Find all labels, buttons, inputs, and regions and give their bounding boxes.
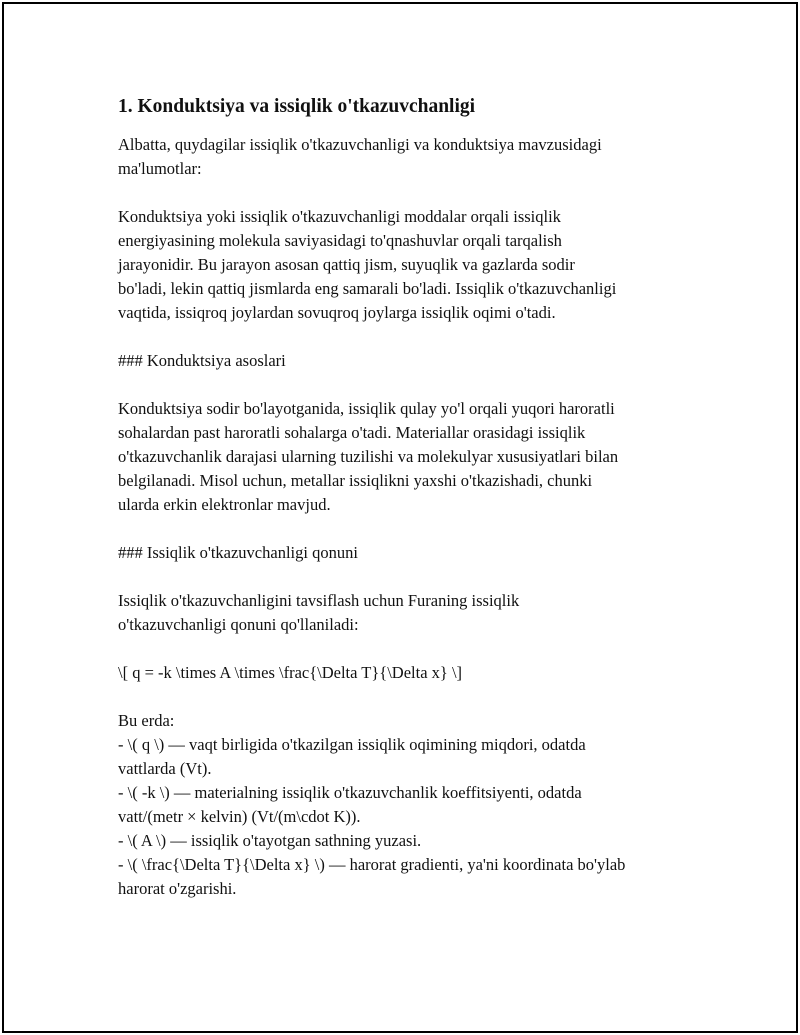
variables-list [118, 709, 698, 901]
text-line: harorat o'zgarishi. [118, 879, 237, 898]
list-item: - \( A \) — issiqlik o'tayotgan sathning yuzasi. [118, 831, 422, 850]
text-line: vatt/(metr × kelvin) (Vt/(m\cdot K)). [118, 807, 361, 826]
text-line: bo'ladi, lekin qattiq jismlarda eng samarali bo'ladi. Issiqlik o'tkazuvchanligi [118, 279, 617, 298]
section-heading-basics: ### Konduktsiya asoslari [118, 351, 286, 370]
text-line: Bu erda: [118, 711, 175, 730]
law-paragraph [118, 589, 698, 637]
text-line: energiyasining molekula saviyasidagi to'qnashuvlar orqali tarqalish [118, 231, 562, 250]
text-line: ma'lumotlar: [118, 159, 202, 178]
text-line: o'tkazuvchanlik darajasi ularning tuzilishi va molekulyar xususiyatlari bilan [118, 447, 619, 466]
text-line: o'tkazuvchanligi qonuni qo'llaniladi: [118, 615, 359, 634]
text-line: vattlarda (Vt). [118, 759, 212, 778]
list-item: - \( -k \) — materialning issiqlik o'tkazuvchanlik koeffitsiyenti, odatda [118, 783, 582, 802]
definition-paragraph [118, 205, 698, 325]
text-line: jarayonidir. Bu jarayon asosan qattiq jism, suyuqlik va gazlarda sodir [118, 255, 575, 274]
text-line: ularda erkin elektronlar mavjud. [118, 495, 331, 514]
text-line: Konduktsiya yoki issiqlik o'tkazuvchanligi moddalar orqali issiqlik [118, 207, 561, 226]
basics-paragraph [118, 397, 698, 517]
text-line: vaqtida, issiqroq joylardan sovuqroq joylarga issiqlik oqimi o'tadi. [118, 303, 556, 322]
list-item: - \( \frac{\Delta T}{\Delta x} \) — harorat gradienti, ya'ni koordinata bo'ylab [118, 855, 626, 874]
text-line: Konduktsiya sodir bo'layotganida, issiqlik qulay yo'l orqali yuqori haroratli [118, 399, 615, 418]
document-body [118, 93, 698, 901]
text-line: Albatta, quydagilar issiqlik o'tkazuvchanligi va konduktsiya mavzusidagi [118, 135, 602, 154]
list-item: - \( q \) — vaqt birligida o'tkazilgan issiqlik oqimining miqdori, odatda [118, 735, 586, 754]
document-title: 1. Konduktsiya va issiqlik o'tkazuvchanligi [118, 96, 476, 117]
section-heading-law: ### Issiqlik o'tkazuvchanligi qonuni [118, 543, 358, 562]
text-line: sohalardan past haroratli sohalarga o'tadi. Materiallar orasidagi issiqlik [118, 423, 586, 442]
text-line: belgilanadi. Misol uchun, metallar issiqlikni yaxshi o'tkazishadi, chunki [118, 471, 593, 490]
intro-paragraph [118, 133, 698, 181]
formula-line: \[ q = -k \times A \times \frac{\Delta T}{\Delta x} \] [118, 663, 463, 682]
text-line: Issiqlik o'tkazuvchanligini tavsiflash uchun Furaning issiqlik [118, 591, 520, 610]
